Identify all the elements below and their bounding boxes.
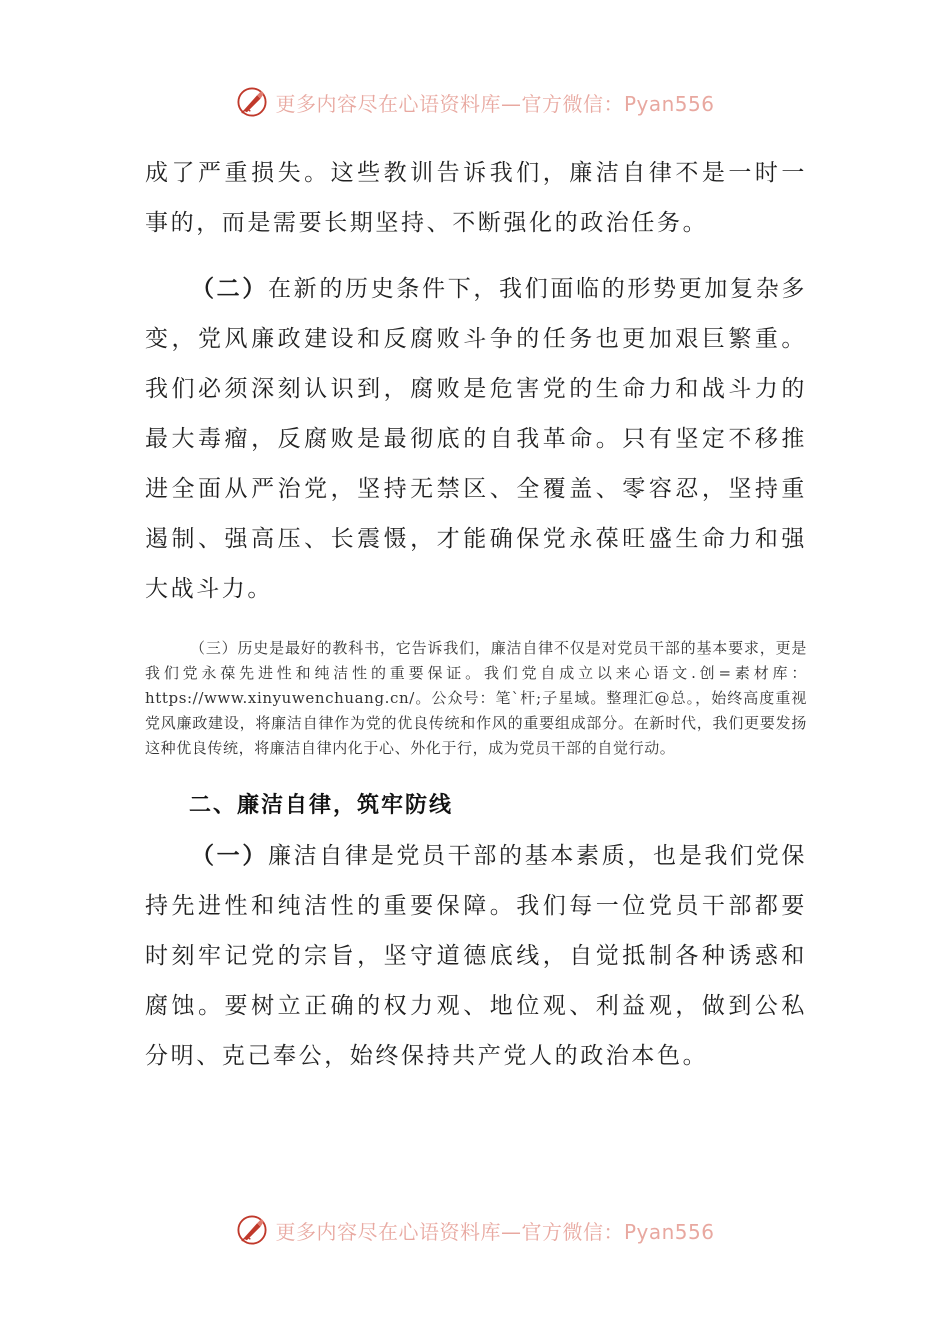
header-banner — [0, 80, 950, 124]
paragraph-text-2: 在新的历史条件下，我们面临的形势更加复杂多变，党风廉政建设和反腐败斗争的任务也更加艰巨繁重。我们必须深刻认识到，腐败是危害党的生命力和战斗力的最大毒瘤，反腐败是最彻底的自我革命。只有坚定不移推进全面从严治党，坚持无禁区、全覆盖、零容忍，坚持重遏制、强高压、长震慑，才能确保党永葆旺盛生命力和强大战斗力。 — [145, 276, 807, 602]
paragraph-continuation: 成了严重损失。这些教训告诉我们，廉洁自律不是一时一事的，而是需要长期坚持、不断强化的政治任务。 — [145, 160, 807, 236]
document-body — [145, 148, 807, 1081]
footer-banner — [0, 1208, 950, 1252]
paragraph-section-1-3: （三）历史是最好的教科书，它告诉我们，廉洁自律不仅是对党员干部的基本要求，更是我们党永葆先进性和纯洁性的重要保证。我们党自成立以来心语文.创=素材库：https://www.xinyuwenchuang.cn/。公众号：笔`杆;子星域。整理汇@总。，始终高度重视党风廉政建设，将廉洁自律作为党的优良传统和作风的重要组成部分。在新时代，我们更要发扬这种优良传统，将廉洁自律内化于心、外化于行，成为党员干部的自觉行动。 — [145, 639, 807, 757]
paragraph-lead-4: （一） — [191, 842, 269, 869]
header-banner-text: 更多内容尽在心语资料库—官方微信：Pyan556 — [275, 91, 715, 116]
pen-nib-logo-icon — [235, 85, 269, 119]
section-heading-2: 二、廉洁自律，筑牢防线 — [189, 793, 454, 818]
paragraph-lead-2: （二） — [191, 275, 269, 302]
paragraph-text-4: 廉洁自律是党员干部的基本素质，也是我们党保持先进性和纯洁性的重要保障。我们每一位党员干部都要时刻牢记党的宗旨，坚守道德底线，自觉抵制各种诱惑和腐蚀。要树立正确的权力观、地位观、利益观，做到公私分明、克己奉公，始终保持共产党人的政治本色。 — [145, 843, 807, 1069]
paragraph-section-1-2 — [145, 264, 807, 614]
footer-banner-text: 更多内容尽在心语资料库—官方微信：Pyan556 — [275, 1219, 715, 1244]
pen-nib-logo-icon — [235, 1213, 269, 1247]
paragraph-section-2-1 — [145, 831, 807, 1081]
